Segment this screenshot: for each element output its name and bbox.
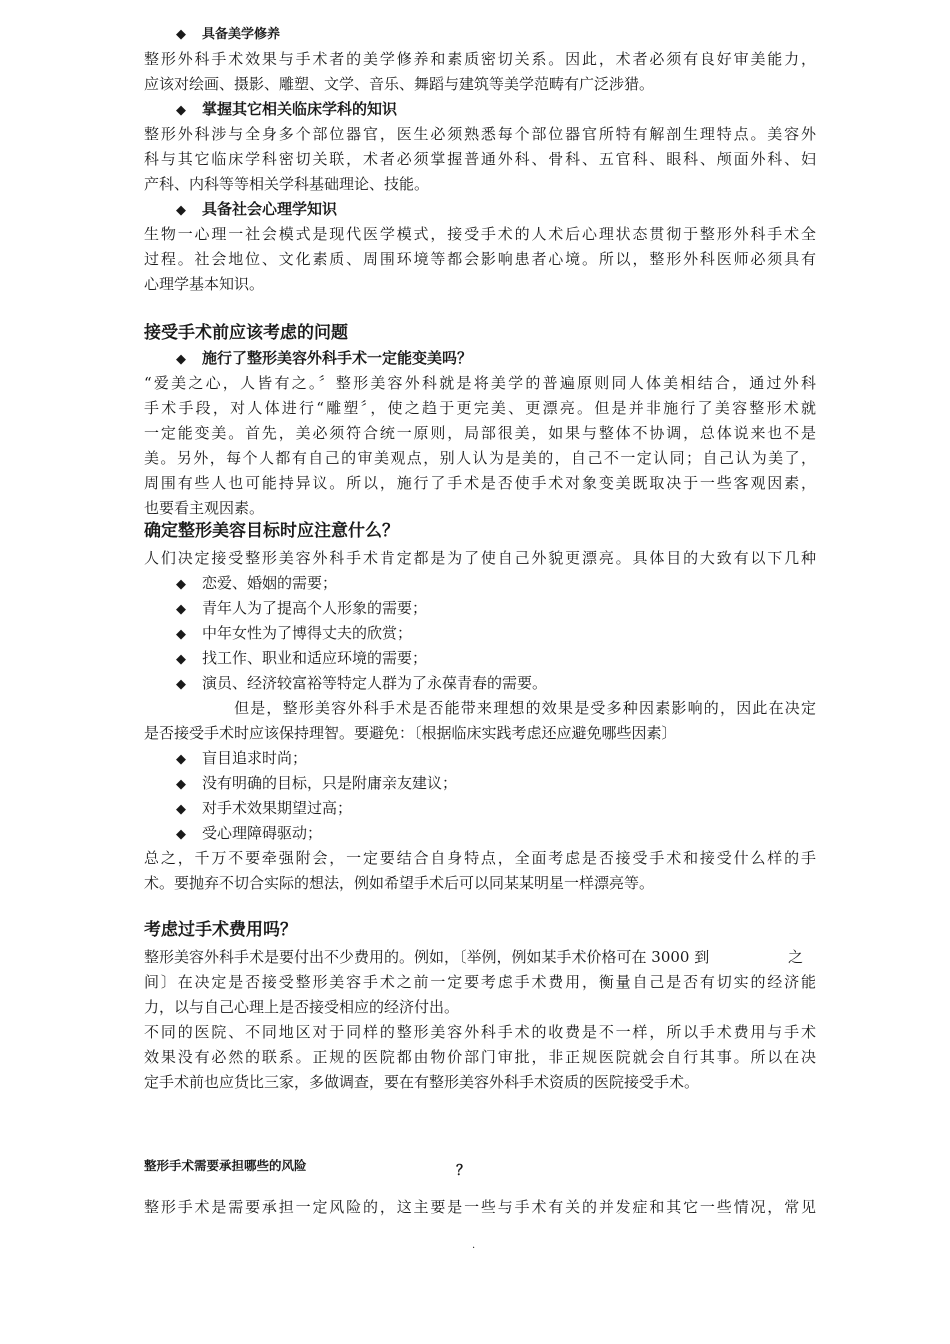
paragraph-line: 总之，千万不要牵强附会，一定要结合自身特点，全面考虑是否接受手术和接受什么样的手 — [144, 849, 816, 867]
paragraph-line: 效果没有必然的联系。正规的医院都由物价部门审批，非正规医院就会自行其事。所以在决 — [144, 1048, 816, 1066]
paragraph-line: “爱美之心，人皆有之。〞整形美容外科就是将美学的普遍原则同人体美相结合，通过外科 — [144, 374, 816, 392]
paragraph-line: 整形外科手术效果与手术者的美学修养和素质密切关系。因此，术者必须有良好审美能力， — [144, 50, 816, 68]
paragraph-line: 之 — [788, 948, 804, 966]
paragraph-line: 美。另外，每个人都有自己的审美观点，别人认为是美的，自己不一定认同；自己认为美了， — [144, 449, 816, 467]
diamond-bullet-icon: ◆ — [176, 27, 186, 42]
diamond-bullet-icon: ◆ — [176, 677, 186, 692]
paragraph-line: 一定能变美。首先，美必须符合统一原则，局部很美，如果与整体不协调，总体说来也不是 — [144, 424, 816, 442]
list-item: ◆ 找工作、职业和适应环境的需要； — [176, 646, 427, 672]
paragraph-line: 周围有些人也可能持异议。所以，施行了手术是否使手术对象变美既取决于一些客观因素， — [144, 474, 816, 492]
page-footer-dot: . — [472, 1240, 476, 1251]
bullet-aesthetics: ◆ 具备美学修养 — [176, 22, 280, 47]
diamond-bullet-icon: ◆ — [176, 752, 186, 767]
paragraph-line: 力，以与自己心理上是否接受相应的经济付出。 — [144, 998, 460, 1016]
paragraph-line: 心理学基本知识。 — [144, 275, 265, 293]
diamond-bullet-icon: ◆ — [176, 577, 186, 592]
section-heading: 整形手术需要承担哪些的风险 — [144, 1158, 307, 1173]
bullet-related-disciplines: ◆ 掌握其它相关临床学科的知识 — [176, 97, 397, 123]
section-heading: 考虑过手术费用吗？ — [144, 920, 297, 940]
list-item: ◆ 盲目追求时尚； — [176, 746, 307, 772]
list-item: ◆ 中年女性为了博得丈夫的欣赏； — [176, 621, 412, 647]
diamond-bullet-icon: ◆ — [176, 203, 186, 218]
list-item: ◆ 恋爱、婚姻的需要； — [176, 571, 337, 597]
paragraph-line: 科与其它临床学科密切关联，术者必须掌握普通外科、骨科、五官科、眼科、颅面外科、妇 — [144, 150, 816, 168]
bullet-question: ◆ 施行了整形美容外科手术一定能变美吗？ — [176, 346, 472, 372]
paragraph-line: 整形美容外科手术是要付出不少费用的。例如，〔举例，例如某手术价格可在 3000 到 — [144, 948, 710, 966]
paragraph-line: 应该对绘画、摄影、雕塑、文学、音乐、舞蹈与建筑等美学范畴有广泛涉猎。 — [144, 75, 655, 93]
list-item: ◆ 受心理障碍驱动； — [176, 821, 322, 847]
diamond-bullet-icon: ◆ — [176, 103, 186, 118]
paragraph-line: 整形外科涉与全身多个部位器官，医生必须熟悉每个部位器官所特有解剖生理特点。美容外 — [144, 125, 816, 143]
paragraph-line: 是否接受手术时应该保持理智。要避免：〔根据临床实践考虑还应避免哪些因素〕 — [144, 724, 677, 742]
bullet-social-psychology: ◆ 具备社会心理学知识 — [176, 197, 337, 223]
paragraph-line: 间〕在决定是否接受整形美容手术之前一定要考虑手术费用，衡量自己是否有切实的经济能 — [144, 973, 816, 991]
diamond-bullet-icon: ◆ — [176, 627, 186, 642]
paragraph-line: 整形手术是需要承担一定风险的，这主要是一些与手术有关的并发症和其它一些情况，常见 — [144, 1198, 816, 1216]
diamond-bullet-icon: ◆ — [176, 777, 186, 792]
diamond-bullet-icon: ◆ — [176, 602, 186, 617]
list-item: ◆ 对手术效果期望过高； — [176, 796, 352, 822]
paragraph-line: 人们决定接受整形美容外科手术肯定都是为了使自己外貌更漂亮。具体目的大致有以下几种 — [144, 549, 816, 567]
diamond-bullet-icon: ◆ — [176, 827, 186, 842]
paragraph-line: 定手术前也应货比三家，多做调查，要在有整形美容外科手术资质的医院接受手术。 — [144, 1073, 700, 1091]
paragraph-line: 也要看主观因素。 — [144, 499, 265, 517]
paragraph-line: 手术手段，对人体进行“雕塑〞，使之趋于更完美、更漂亮。但是并非施行了美容整形术就 — [144, 399, 816, 417]
list-item: ◆ 青年人为了提高个人形象的需要； — [176, 596, 427, 622]
paragraph-line: 但是，整形美容外科手术是否能带来理想的效果是受多种因素影响的，因此在决定 — [234, 699, 816, 717]
list-item: ◆ 没有明确的目标，只是附庸亲友建议； — [176, 771, 457, 797]
paragraph-line: 产科、内科等等相关学科基础理论、技能。 — [144, 175, 430, 193]
paragraph-line: 不同的医院、不同地区对于同样的整形美容外科手术的收费是不一样，所以手术费用与手术 — [144, 1023, 816, 1041]
section-heading: 接受手术前应该考虑的问题 — [144, 323, 348, 343]
section-heading: 确定整形美容目标时应注意什么？ — [144, 521, 399, 541]
question-mark: ？ — [456, 1163, 470, 1179]
paragraph-line: 生物一心理一社会模式是现代医学模式，接受手术的人术后心理状态贯彻于整形外科手术全 — [144, 225, 816, 243]
paragraph-line: 术。要抛弃不切合实际的想法，例如希望手术后可以同某某明星一样漂亮等。 — [144, 874, 655, 892]
list-item: ◆ 演员、经济较富裕等特定人群为了永葆青春的需要。 — [176, 671, 547, 697]
paragraph-line: 过程。社会地位、文化素质、周围环境等都会影响患者心境。所以，整形外科医师必须具有 — [144, 250, 816, 268]
diamond-bullet-icon: ◆ — [176, 802, 186, 817]
diamond-bullet-icon: ◆ — [176, 652, 186, 667]
diamond-bullet-icon: ◆ — [176, 352, 186, 367]
